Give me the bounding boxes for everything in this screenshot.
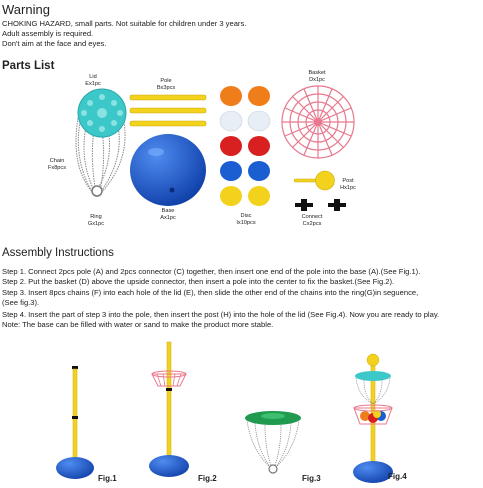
connectors-illustration bbox=[294, 198, 348, 212]
poles-illustration bbox=[128, 93, 208, 133]
warning-line-1: CHOKING HAZARD, small parts. Not suitable for children under 3 years. bbox=[2, 19, 247, 28]
basket-label: Basket Dx1pc bbox=[308, 70, 326, 83]
base-illustration bbox=[128, 132, 208, 208]
fig4-label: Fig.4 bbox=[388, 472, 407, 481]
fig3-label: Fig.3 bbox=[302, 474, 321, 483]
fig1-label: Fig.1 bbox=[98, 474, 117, 483]
discs-illustration bbox=[218, 84, 274, 212]
warning-line-2: Adult assembly is required. bbox=[2, 29, 94, 38]
warning-line-3: Don't aim at the face and eyes. bbox=[2, 39, 107, 48]
chain-label: Chain Fx8pcs bbox=[47, 158, 67, 171]
assembly-note: Note: The base can be filled with water or sand to make the product more stable. bbox=[2, 320, 274, 329]
lid-chain-illustration bbox=[72, 88, 132, 210]
step-4: Step 4. Insert the part of step 3 into the pole, then insert the post (H) into the hole of the lid (See Fig.4). Now you are ready to play. bbox=[2, 310, 440, 319]
fig4-illustration bbox=[348, 352, 398, 484]
fig3-illustration bbox=[243, 410, 303, 476]
warning-title: Warning bbox=[2, 2, 50, 17]
ring-label: Ring Gx1pc bbox=[87, 214, 105, 227]
disc-label: Disc Ix10pcs bbox=[236, 213, 256, 226]
step-2: Step 2. Put the basket (D) above the upside connector, then insert a pole into the center to fix the basket.(See Fig.2). bbox=[2, 277, 395, 286]
base-label: Base Ax1pc bbox=[160, 208, 176, 221]
basket-illustration bbox=[280, 84, 356, 160]
fig1-illustration bbox=[55, 364, 95, 480]
post-label: Post Hx1pc bbox=[340, 178, 356, 191]
connect-label: Connect Cx2pcs bbox=[301, 214, 323, 227]
step-3-ref: (See fig.3). bbox=[2, 298, 40, 307]
post-illustration bbox=[294, 170, 336, 192]
parts-title: Parts List bbox=[2, 60, 55, 72]
fig2-label: Fig.2 bbox=[198, 474, 217, 483]
fig2-illustration bbox=[148, 340, 192, 480]
step-3: Step 3. Insert 8pcs chains (F) into each hole of the lid (E), then slide the other end of the chains into the ring(G)in seguence, bbox=[2, 288, 419, 297]
lid-label: Lid Ex1pc bbox=[85, 74, 101, 87]
pole-label: Pole Bx3pcs bbox=[156, 78, 176, 91]
step-1: Step 1. Connect 2pcs pole (A) and 2pcs connector (C) together, then insert one end of the pole into the base (A).(See Fig.1). bbox=[2, 267, 421, 276]
assembly-title: Assembly Instructions bbox=[2, 247, 114, 259]
